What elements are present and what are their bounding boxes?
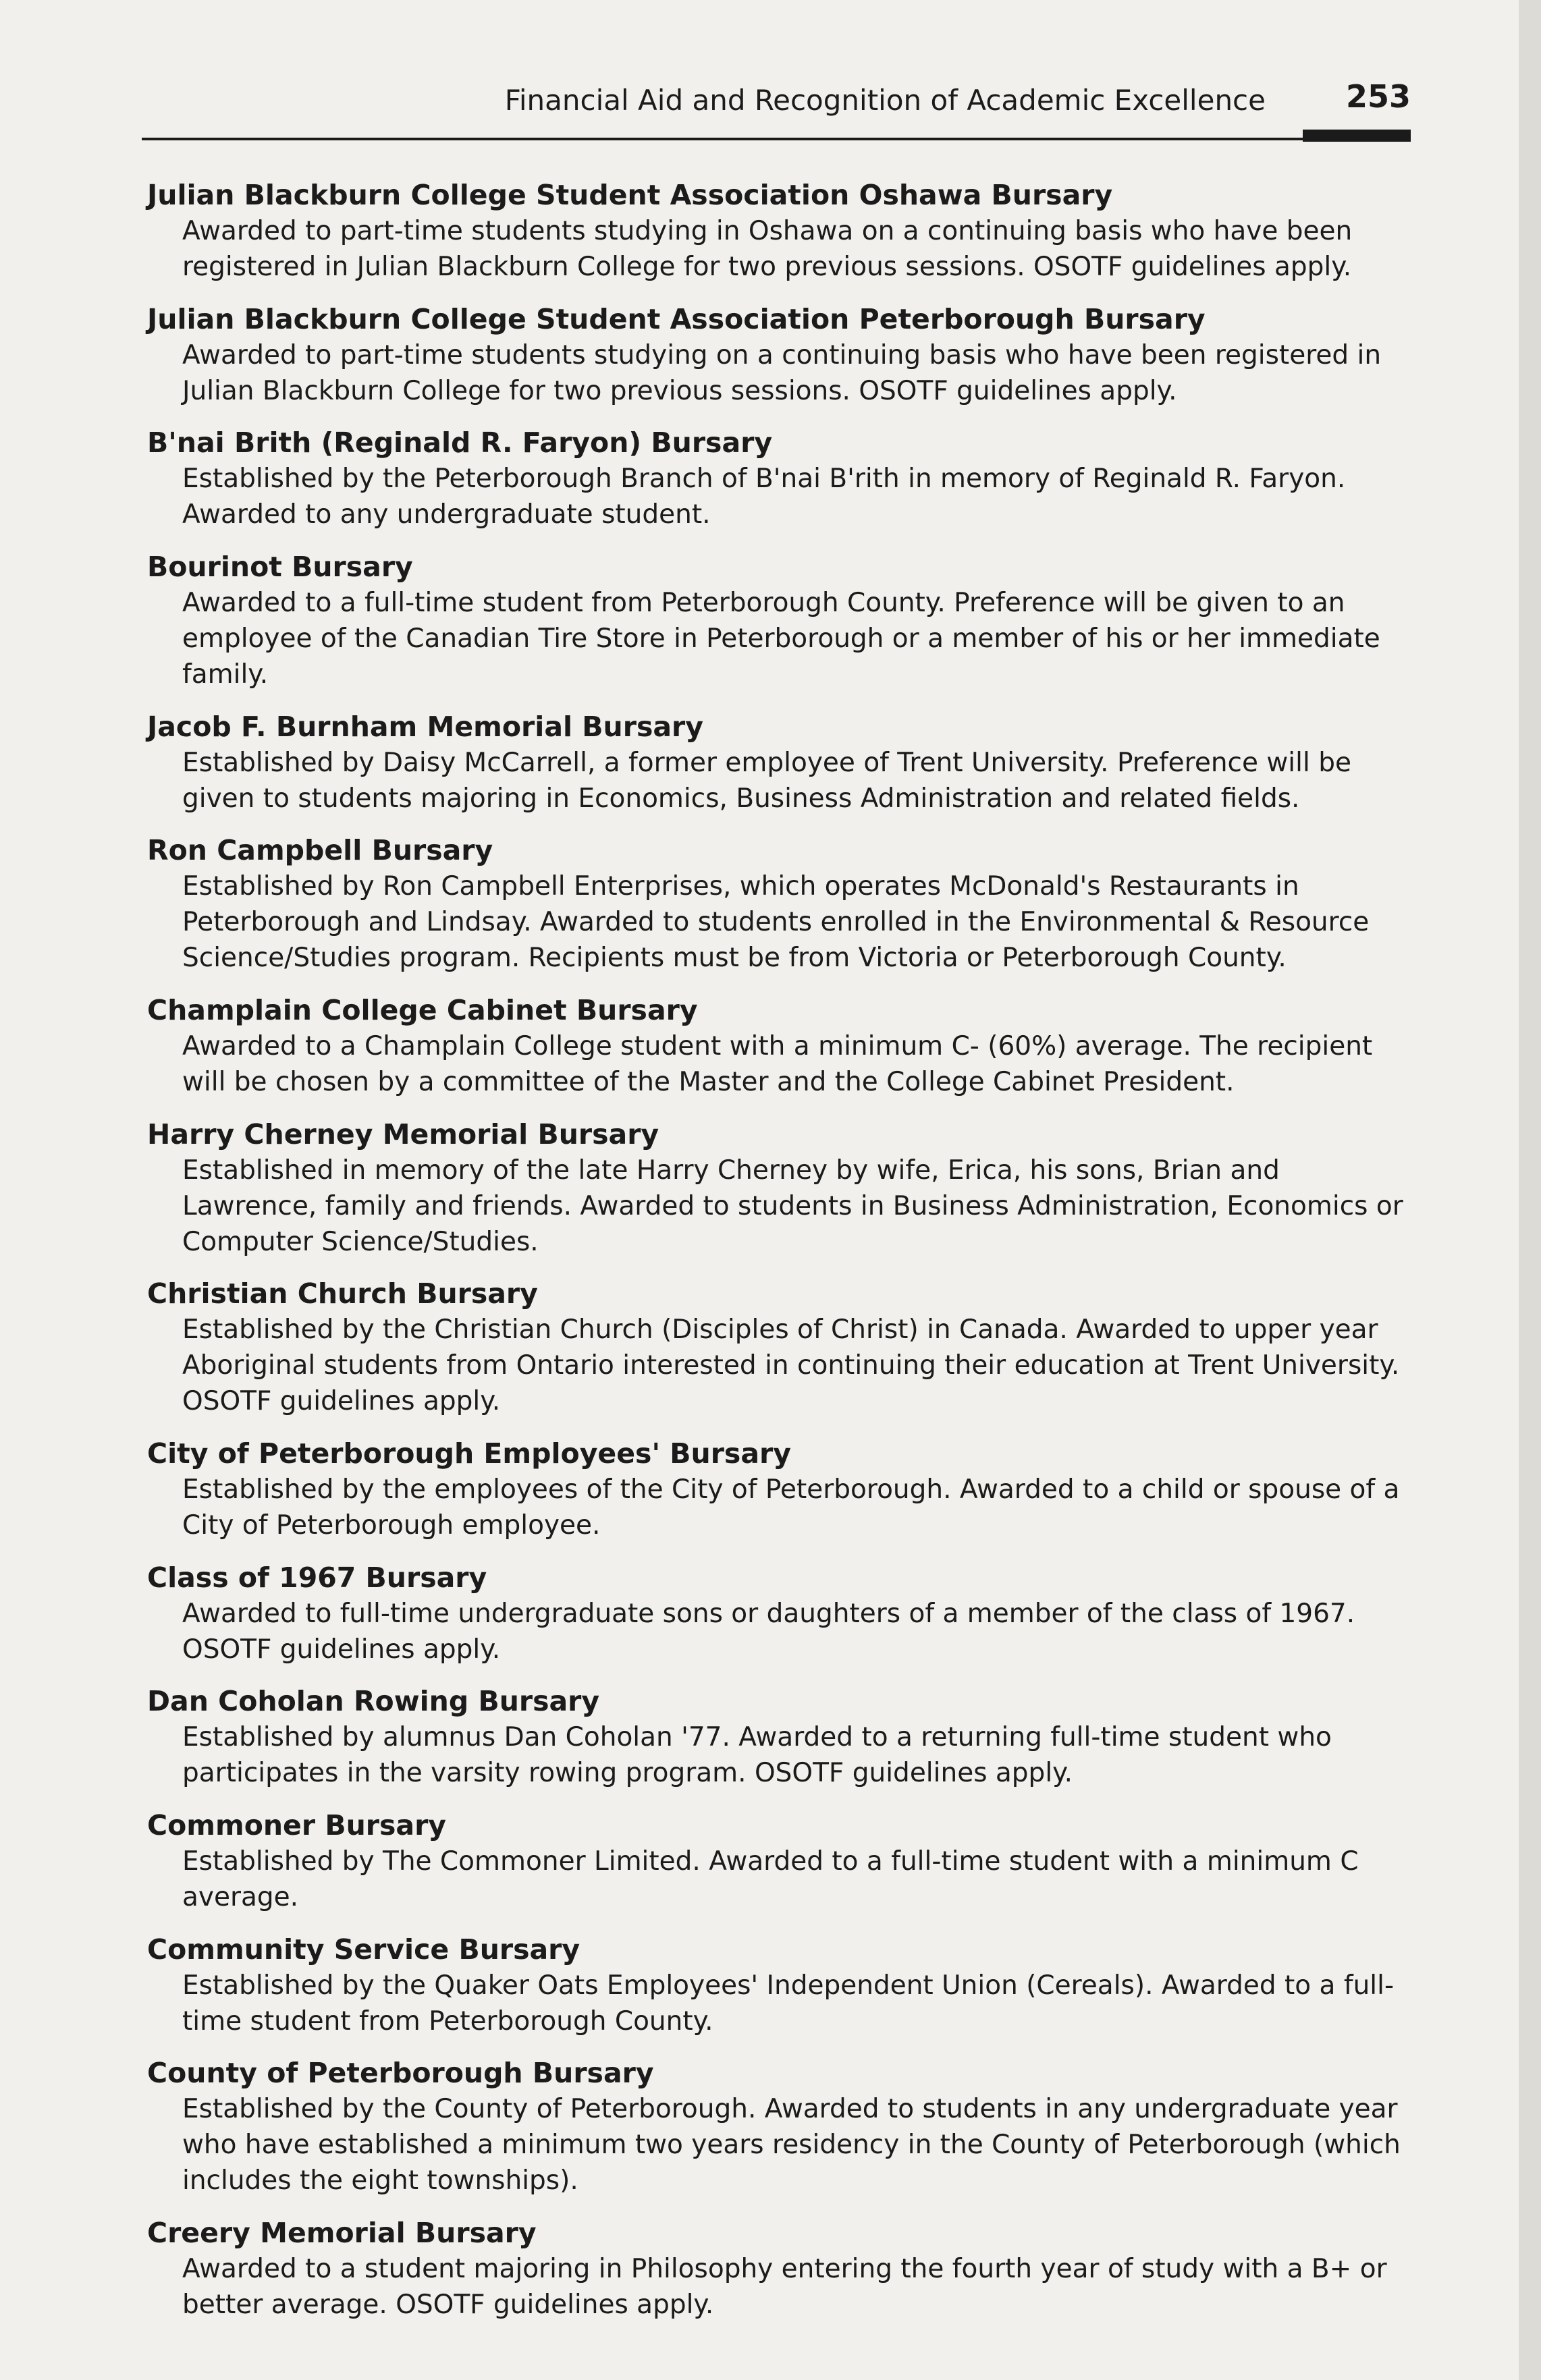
- bursary-description: Awarded to a full-time student from Peterborough County. Preference will be given to an employee of the Canadian Tire Store in Peterborough or a member of his or her immediate family.: [182, 587, 1380, 690]
- bursary-title: Bourinot Bursary: [147, 550, 413, 583]
- bursary-title: Ron Campbell Bursary: [147, 834, 493, 867]
- bursary-entry: [147, 1931, 1416, 2039]
- bursary-title: Class of 1967 Bursary: [147, 1561, 487, 1594]
- bursary-entry: [147, 177, 1416, 285]
- bursary-title: B'nai Brith (Reginald R. Faryon) Bursary: [147, 426, 773, 460]
- bursary-description: Established by the County of Peterborough. Awarded to students in any undergraduate year who have established a minimum two years residency in the County of Peterborough (which includes the eight townships).: [182, 2094, 1401, 2196]
- bursary-entry: [147, 1683, 1416, 1791]
- bursary-title: City of Peterborough Employees' Bursary: [147, 1437, 791, 1470]
- page-number: 253: [1345, 78, 1411, 115]
- bursary-description: Established by The Commoner Limited. Awarded to a full-time student with a minimum C average.: [182, 1846, 1359, 1912]
- bursary-description: Established by alumnus Dan Coholan '77. Awarded to a returning full-time student who participates in the varsity rowing program. OSOTF guidelines apply.: [182, 1722, 1332, 1789]
- bursary-title: Julian Blackburn College Student Association Oshawa Bursary: [147, 179, 1113, 211]
- bursary-title: Champlain College Cabinet Bursary: [147, 993, 698, 1026]
- bursary-title: Jacob F. Burnham Memorial Bursary: [147, 710, 703, 743]
- bursary-description: Established by Daisy McCarrell, a former employee of Trent University. Preference will be given to students majoring in Economics, Business Administration and related fields.: [182, 747, 1351, 814]
- bursary-entry: [147, 1435, 1416, 1543]
- bursary-title: Creery Memorial Bursary: [147, 2216, 537, 2249]
- bursary-entry: [147, 992, 1416, 1100]
- running-title: Financial Aid and Recognition of Academic Excellence: [504, 84, 1266, 117]
- bursary-description: Established by the Christian Church (Disciples of Christ) in Canada. Awarded to upper year Aboriginal students from Ontario interested in continuing their education at Trent University. OSOTF guidelines apply.: [182, 1314, 1400, 1417]
- bursary-entry: [147, 549, 1416, 692]
- bursary-entry: [147, 1275, 1416, 1419]
- bursary-title: County of Peterborough Bursary: [147, 2057, 654, 2090]
- bursary-description: Established in memory of the late Harry Cherney by wife, Erica, his sons, Brian and Lawrence, family and friends. Awarded to students in Business Administration, Economics or Computer Science/Studies.: [182, 1155, 1403, 1257]
- bursary-entry: [147, 1559, 1416, 1667]
- bursary-entry: [147, 832, 1416, 976]
- bursary-title: Julian Blackburn College Student Association Peterborough Bursary: [147, 302, 1206, 335]
- header-rule-tab: [1303, 130, 1411, 142]
- bursary-title: Community Service Bursary: [147, 1933, 580, 1966]
- bursary-description: Established by Ron Campbell Enterprises, which operates McDonald's Restaurants in Peterborough and Lindsay. Awarded to students enrolled in the Environmental & Resource Science/Studies program. Recipients must be from Victoria or Peterborough County.: [182, 871, 1370, 974]
- bursary-description: Awarded to part-time students studying on a continuing basis who have been registered in Julian Blackburn College for two previous sessions. OSOTF guidelines apply.: [182, 339, 1382, 406]
- bursary-description: Established by the Quaker Oats Employees' Independent Union (Cereals). Awarded to a full-time student from Peterborough County.: [182, 1970, 1395, 2037]
- bursary-title: Dan Coholan Rowing Bursary: [147, 1685, 600, 1718]
- bursary-entry: [147, 2055, 1416, 2198]
- bursary-entry: [147, 1116, 1416, 1260]
- bursary-title: Commoner Bursary: [147, 1808, 447, 1842]
- bursary-entry: [147, 709, 1416, 817]
- bursary-title: Christian Church Bursary: [147, 1277, 538, 1310]
- bursary-description: Awarded to a Champlain College student with a minimum C- (60%) average. The recipient will be chosen by a committee of the Master and the College Cabinet President.: [182, 1030, 1373, 1097]
- page-edge: [1519, 0, 1541, 2380]
- header-rule: [142, 138, 1411, 140]
- bursary-description: Awarded to a student majoring in Philosophy entering the fourth year of study with a B+ or better average. OSOTF guidelines apply.: [182, 2253, 1387, 2320]
- bursary-description: Awarded to part-time students studying in Oshawa on a continuing basis who have been registered in Julian Blackburn College for two previous sessions. OSOTF guidelines apply.: [182, 216, 1353, 282]
- bursary-description: Awarded to full-time undergraduate sons or daughters of a member of the class of 1967. OSOTF guidelines apply.: [182, 1598, 1355, 1665]
- bursary-entry: [147, 424, 1416, 532]
- bursary-entry: [147, 2215, 1416, 2323]
- bursary-description: Established by the Peterborough Branch of B'nai B'rith in memory of Reginald R. Faryon. Awarded to any undergraduate student.: [182, 464, 1346, 530]
- page-header: [142, 76, 1411, 136]
- bursary-title: Harry Cherney Memorial Bursary: [147, 1117, 659, 1151]
- bursary-list: [147, 177, 1416, 2323]
- bursary-entry: [147, 1807, 1416, 1915]
- bursary-description: Established by the employees of the City of Peterborough. Awarded to a child or spouse of a City of Peterborough employee.: [182, 1474, 1400, 1541]
- bursary-entry: [147, 301, 1416, 409]
